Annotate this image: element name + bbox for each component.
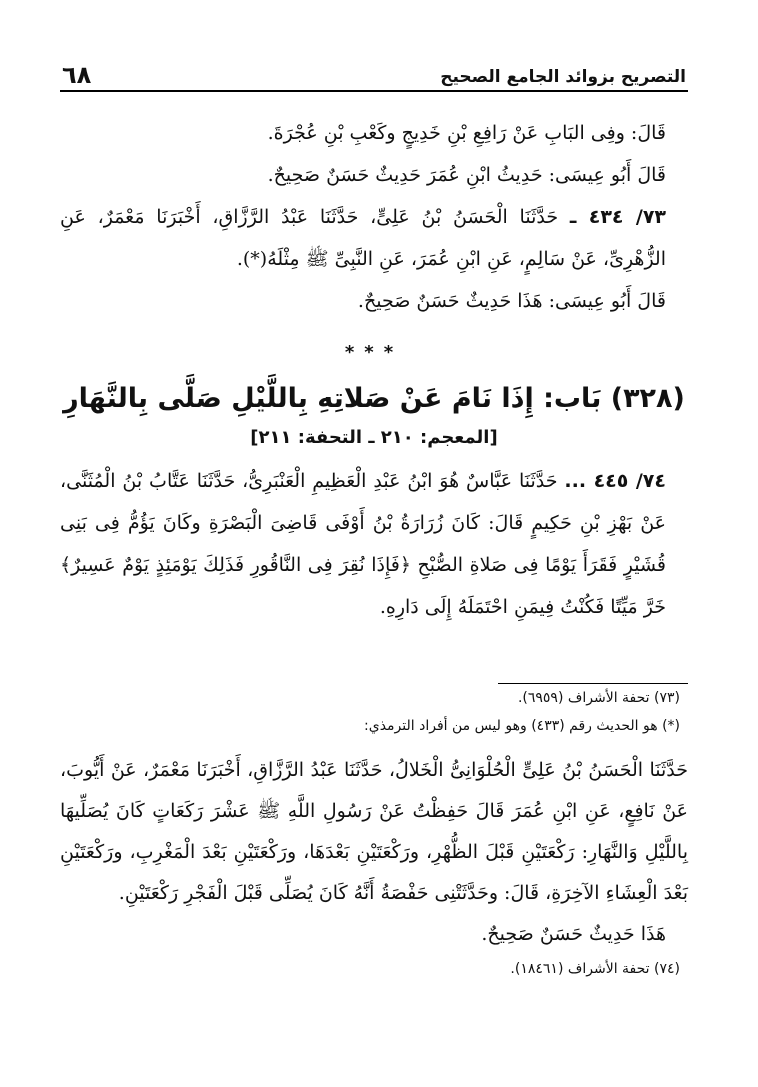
- chapter-title: (٣٢٨) بَاب: إِذَا نَامَ عَنْ صَلاتِهِ بِاللَّيْلِ صَلَّى بِالنَّهَارِ: [63, 383, 685, 414]
- paragraph: قَالَ أَبُو عِيسَى: حَدِيثُ ابْنِ عُمَرَ حَدِيثٌ حَسَنٌ صَحِيحٌ.: [267, 164, 666, 186]
- page-number: ٦٨: [62, 61, 92, 89]
- footnote-hadith-grade: هَذَا حَدِيثٌ حَسَنٌ صَحِيحٌ.: [481, 923, 666, 945]
- hadith-paragraph: [60, 460, 688, 628]
- running-title: التصريح بزوائد الجامع الصحيح: [440, 67, 686, 87]
- paragraph: قَالَ أَبُو عِيسَى: هَذَا حَدِيثٌ حَسَنٌ صَحِيحٌ.: [357, 290, 666, 312]
- footnote-hadith-block: [60, 750, 688, 955]
- footnote-73: (٧٣) تحفة الأشراف (٦٩٥٩).: [517, 690, 680, 706]
- main-text: [60, 112, 688, 628]
- hadith-text: حَدَّثَنَا عَبَّاسٌ هُوَ ابْنُ عَبْدِ الْعَظِيمِ الْعَنْبَرِىُّ، حَدَّثَنَا عَتَّابُ بْنُ الْمُثَنَّى، عَنْ بَهْزِ بْنِ حَكِيمٍ قَالَ: كَانَ زُرَارَةُ بْنُ أَوْفَى قَاضِىَ الْبَصْرَةِ وكَانَ يَؤُمُّ فِى بَنِى قُشَيْرٍ فَقَرَأَ يَوْمًا فِى صَلاةِ الصُّبْحِ ﴿فَإِذَا نُقِرَ فِى النَّاقُورِ فَذَلِكَ يَوْمَئِذٍ يَوْمٌ عَسِيرٌ﴾ خَرَّ مَيِّتًا فَكُنْتُ فِيمَنِ احْتَمَلَهُ إِلَى دَارِهِ.: [60, 470, 666, 618]
- hadith-number: ٧٤/ ٤٤٥ ...: [564, 470, 666, 492]
- hadith-number: ٧٣/ ٤٣٤ ـ: [569, 206, 667, 228]
- hadith-paragraph: [60, 196, 688, 280]
- hadith-text: حَدَّثَنَا الْحَسَنُ بْنُ عَلِىٍّ، حَدَّثَنَا عَبْدُ الرَّزَّاقِ، أَخْبَرَنَا مَعْمَرٌ، عَنِ الزُّهْرِىِّ، عَنْ سَالِمٍ، عَنِ ابْنِ عُمَرَ، عَنِ النَّبِىِّ ﷺ مِثْلَهُ(*).: [60, 206, 666, 270]
- footnotes: [60, 683, 688, 983]
- page-body: [60, 55, 688, 628]
- footnote-hadith-text: حَدَّثَنَا الْحَسَنُ بْنُ عَلِىٍّ الْحُلْوَانِىُّ الْخَلالُ، حَدَّثَنَا عَبْدُ الرَّزَّاقِ، أَخْبَرَنَا مَعْمَرٌ، عَنْ أَيُّوبَ، عَنْ نَافِعٍ، عَنِ ابْنِ عُمَرَ قَالَ حَفِظْتُ عَنْ رَسُولِ اللَّهِ ﷺ عَشْرَ رَكَعَاتٍ كَانَ يُصَلِّيهَا بِاللَّيْلِ وَالنَّهَارِ: رَكْعَتَيْنِ قَبْلَ الظُّهْرِ، ورَكْعَتَيْنِ بَعْدَهَا، ورَكْعَتَيْنِ بَعْدَ الْمَغْرِبِ، ورَكْعَتَيْنِ بَعْدَ الْعِشَاءِ الآخِرَةِ، قَالَ: وحَدَّثَتْنِى حَفْصَةُ أَنَّهُ كَانَ يُصَلِّى قَبْلَ الْفَجْرِ رَكْعَتَيْنِ.: [60, 759, 688, 904]
- dictionary-reference: [المعجم: ٢١٠ ـ التحفة: ٢١١]: [250, 427, 498, 448]
- footnote-74: (٧٤) تحفة الأشراف (١٨٤٦١).: [510, 961, 680, 977]
- page-header: [60, 55, 688, 92]
- section-separator: ***: [344, 342, 404, 363]
- paragraph: قَالَ: وفِى البَابِ عَنْ رَافِعِ بْنِ خَدِيجٍ وكَعْبِ بْنِ عُجْرَةَ.: [267, 122, 666, 144]
- footnote-star: (*) هو الحديث رقم (٤٣٣) وهو ليس من أفراد الترمذي:: [364, 718, 680, 734]
